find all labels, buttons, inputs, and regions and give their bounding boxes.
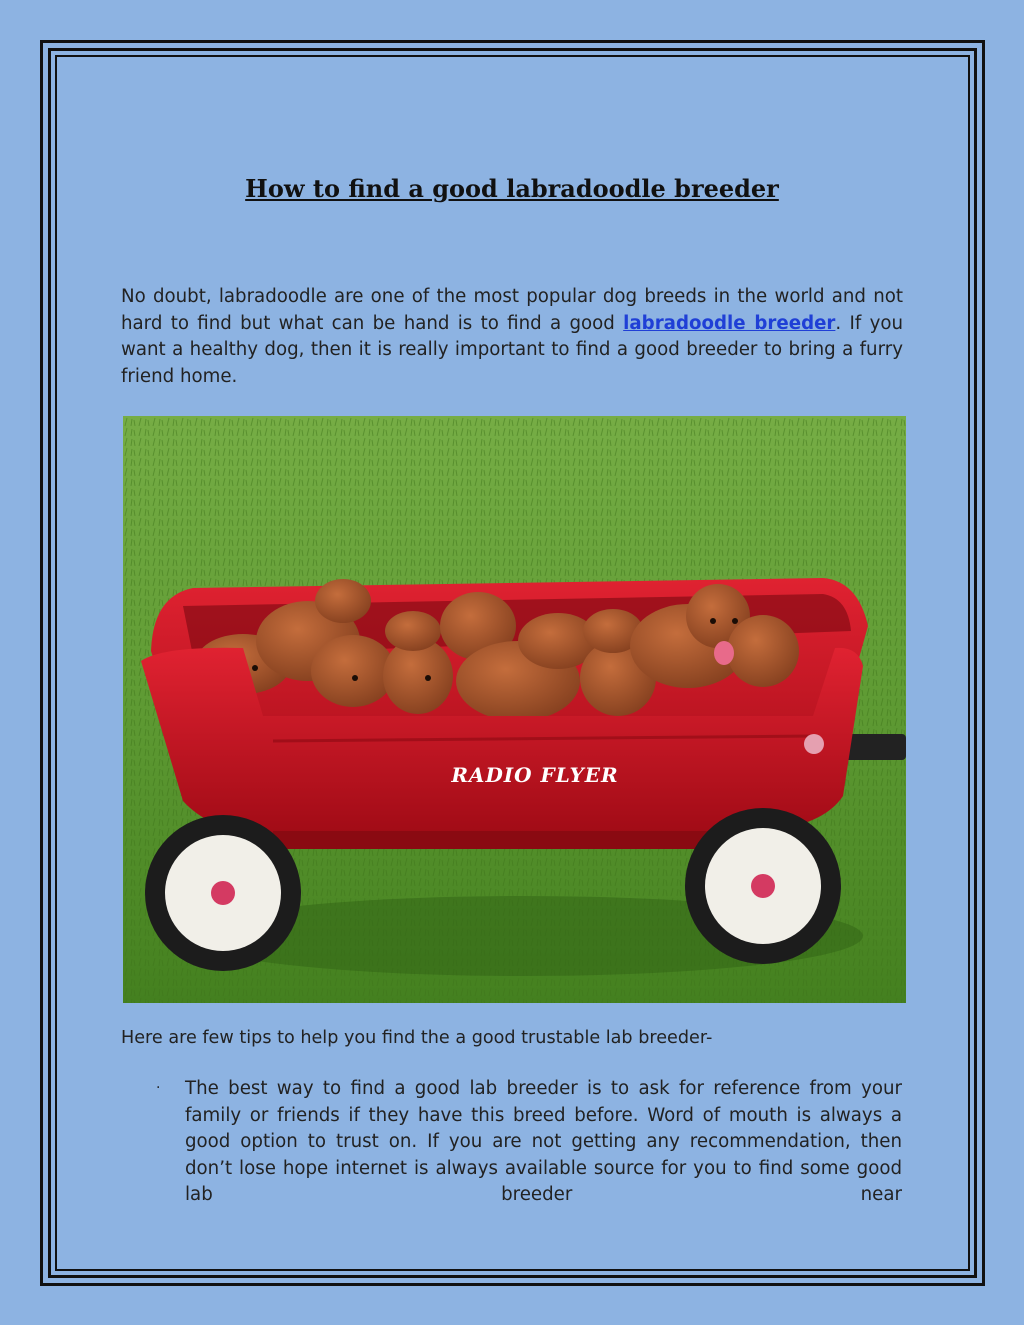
intro-text-start: No doubt, labradoodle are one of the most popular dog breeds in the world and not hard to find but what can be hand is to find a good — [121, 286, 903, 334]
tips-intro: Here are few tips to help you find the a good trustable lab breeder- — [121, 1028, 713, 1048]
bullet-marker: · — [156, 1080, 161, 1096]
labradoodle-breeder-link[interactable]: labradoodle breeder — [623, 312, 836, 334]
page-title: How to find a good labradoodle breeder — [245, 174, 779, 203]
puppies-in-wagon-photo — [123, 416, 906, 1003]
wagon-brand-logo: RADIO FLYER — [451, 763, 619, 787]
intro-text-end: . If you want a healthy dog, then it is really important to find a good breeder to bring a furry friend home. — [121, 312, 904, 387]
intro-paragraph — [121, 284, 903, 390]
tip-item: The best way to find a good lab breeder is to ask for reference from your family or friends if they have this breed before. Word of mouth is always a good option to trust on. If you are not getting any recommendation, then don’t lose hope internet is always available source for you to find some good lab breeder near — [185, 1078, 902, 1206]
